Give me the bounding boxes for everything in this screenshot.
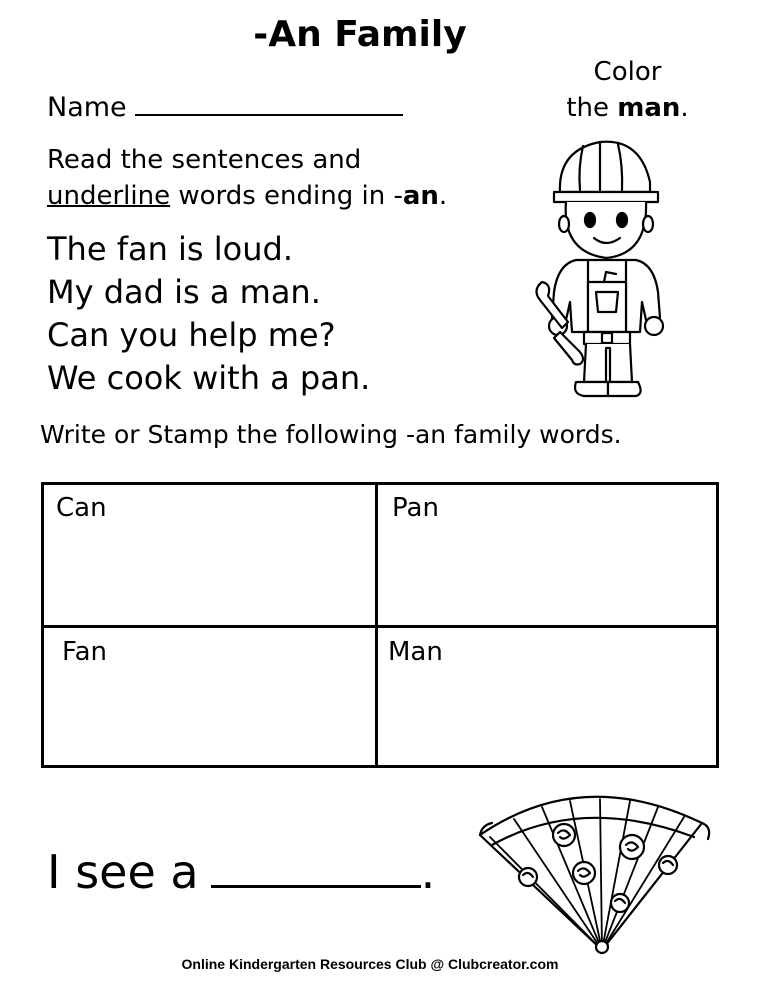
write-instruction: Write or Stamp the following -an family words. — [40, 420, 622, 449]
fill-in-prefix: I see a — [47, 845, 199, 899]
grid-cell-fan[interactable]: Fan — [62, 637, 107, 667]
color-instruction — [540, 54, 715, 126]
word-grid — [41, 482, 719, 768]
sentence-list — [47, 228, 370, 400]
footer-credit: Online Kindergarten Resources Club @ Clubcreator.com — [181, 956, 559, 972]
grid-cell-man[interactable]: Man — [388, 637, 443, 667]
name-field[interactable] — [135, 88, 403, 116]
instr-line2: underline words ending in -an. — [47, 181, 448, 211]
sentence: We cook with a pan. — [47, 359, 371, 397]
folding-fan-icon — [472, 785, 732, 960]
color-note-line1: Color — [593, 57, 662, 87]
fill-in-blank[interactable] — [211, 845, 421, 888]
fill-in-sentence — [47, 845, 435, 899]
instr-line1: Read the sentences and — [47, 145, 362, 175]
color-note-line2: the man. — [566, 93, 689, 123]
construction-worker-icon — [528, 132, 698, 407]
fill-in-end: . — [420, 845, 436, 899]
reading-instructions — [47, 142, 447, 214]
sentence: My dad is a man. — [47, 273, 321, 311]
grid-divider-horizontal — [44, 625, 716, 628]
sentence: The fan is loud. — [47, 230, 293, 268]
name-row — [47, 88, 403, 123]
sentence: Can you help me? — [47, 316, 336, 354]
page-title: -An Family — [253, 14, 467, 55]
grid-cell-pan[interactable]: Pan — [392, 493, 439, 523]
name-label: Name — [47, 92, 127, 123]
grid-cell-can[interactable]: Can — [56, 493, 107, 523]
